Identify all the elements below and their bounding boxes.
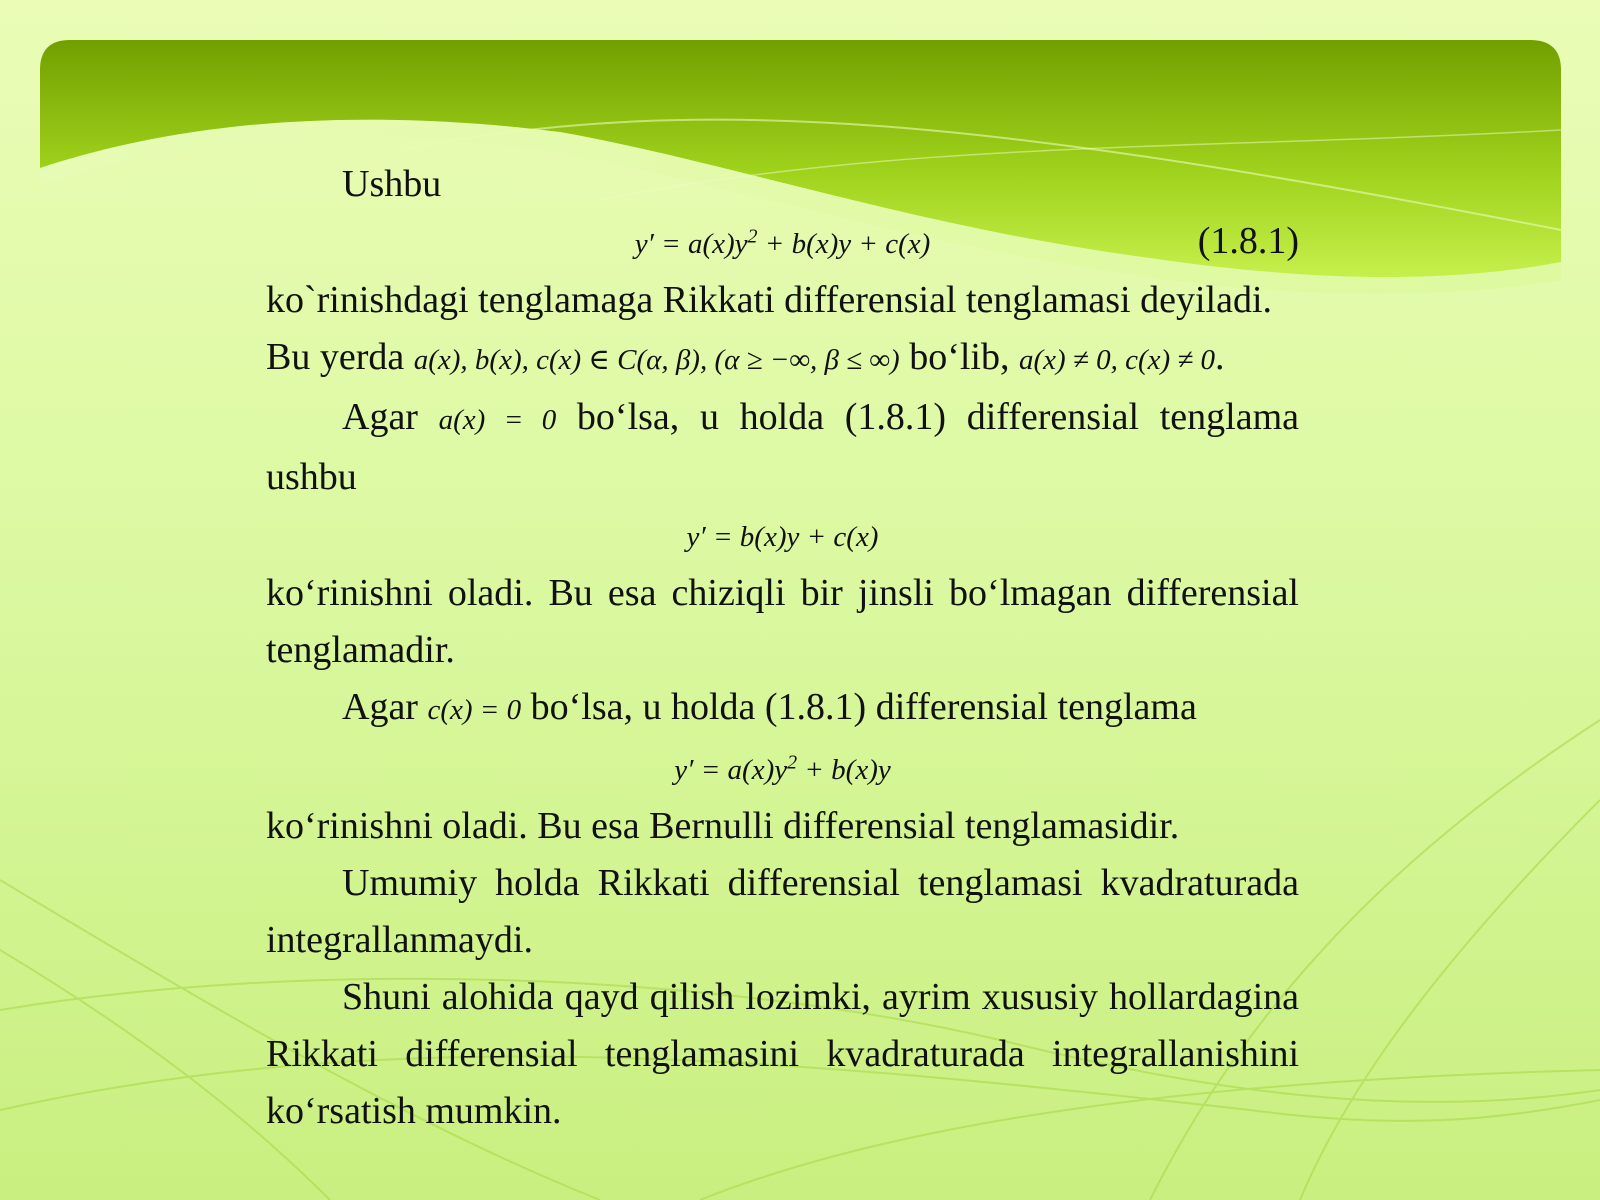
- c-equals-zero: c(x) = 0: [427, 694, 522, 726]
- intro-paragraph: [266, 156, 1299, 213]
- riccati-equation: [266, 213, 1299, 272]
- shuni-paragraph: Shuni alohida qayd qilish lozimki, ayrim xususiy hollardagina Rikkati differensial tenglamasini kvadraturada integrallanishini ko‘rsatish mumkin.: [266, 976, 1299, 1132]
- case-a-zero-paragraph: Agar a(x) = 0 bo‘lsa, u holda (1.8.1) differensial tenglama: [342, 396, 1299, 438]
- bernoulli-equation-formula: $y' = a(x)y^2 + b(x)y$: [674, 751, 891, 786]
- equation-number: (1.8.1): [1197, 220, 1299, 262]
- equation-1-8-1: $y' = a(x)y^2 + b(x)y + c(x)$: [634, 225, 931, 260]
- bernoulli-equation: [266, 739, 1299, 798]
- bernoulli-paragraph: ko‘rinishni oladi. Bu esa Bernulli differensial tenglamasidir.: [266, 805, 1180, 847]
- ushbu-line: ushbu: [266, 456, 357, 498]
- linear-equation: [266, 506, 1299, 565]
- intro-word: Ushbu: [342, 163, 442, 205]
- umumiy-paragraph: Umumiy holda Rikkati differensial tenglamasi kvadraturada integrallanmaydi.: [266, 862, 1299, 961]
- a-equals-zero: a(x) = 0: [438, 404, 557, 436]
- conditions-paragraph: Bu yerda a(x), b(x), c(x) ∈ C(α, β), (α ≥ −∞, β ≤ ∞) bo‘lib, a(x) ≠ 0, c(x) ≠ 0.: [266, 336, 1225, 378]
- nonzero-condition: a(x) ≠ 0, c(x) ≠ 0: [1018, 344, 1216, 376]
- linear-equation-formula: y′ = b(x)y + c(x): [686, 521, 879, 553]
- linear-paragraph: ko‘rinishni oladi. Bu esa chiziqli bir jinsli bo‘lmagan differensial tenglamadir.: [266, 572, 1299, 671]
- slide-body: [266, 156, 1299, 1140]
- case-c-zero-paragraph: Agar c(x) = 0 bo‘lsa, u holda (1.8.1) differensial tenglama: [342, 686, 1197, 728]
- definition-paragraph: ko`rinishdagi tenglamaga Rikkati differensial tenglamasi deyiladi.: [266, 279, 1273, 321]
- continuity-condition: a(x), b(x), c(x) ∈ C(α, β), (α ≥ −∞, β ≤ ∞): [413, 344, 900, 376]
